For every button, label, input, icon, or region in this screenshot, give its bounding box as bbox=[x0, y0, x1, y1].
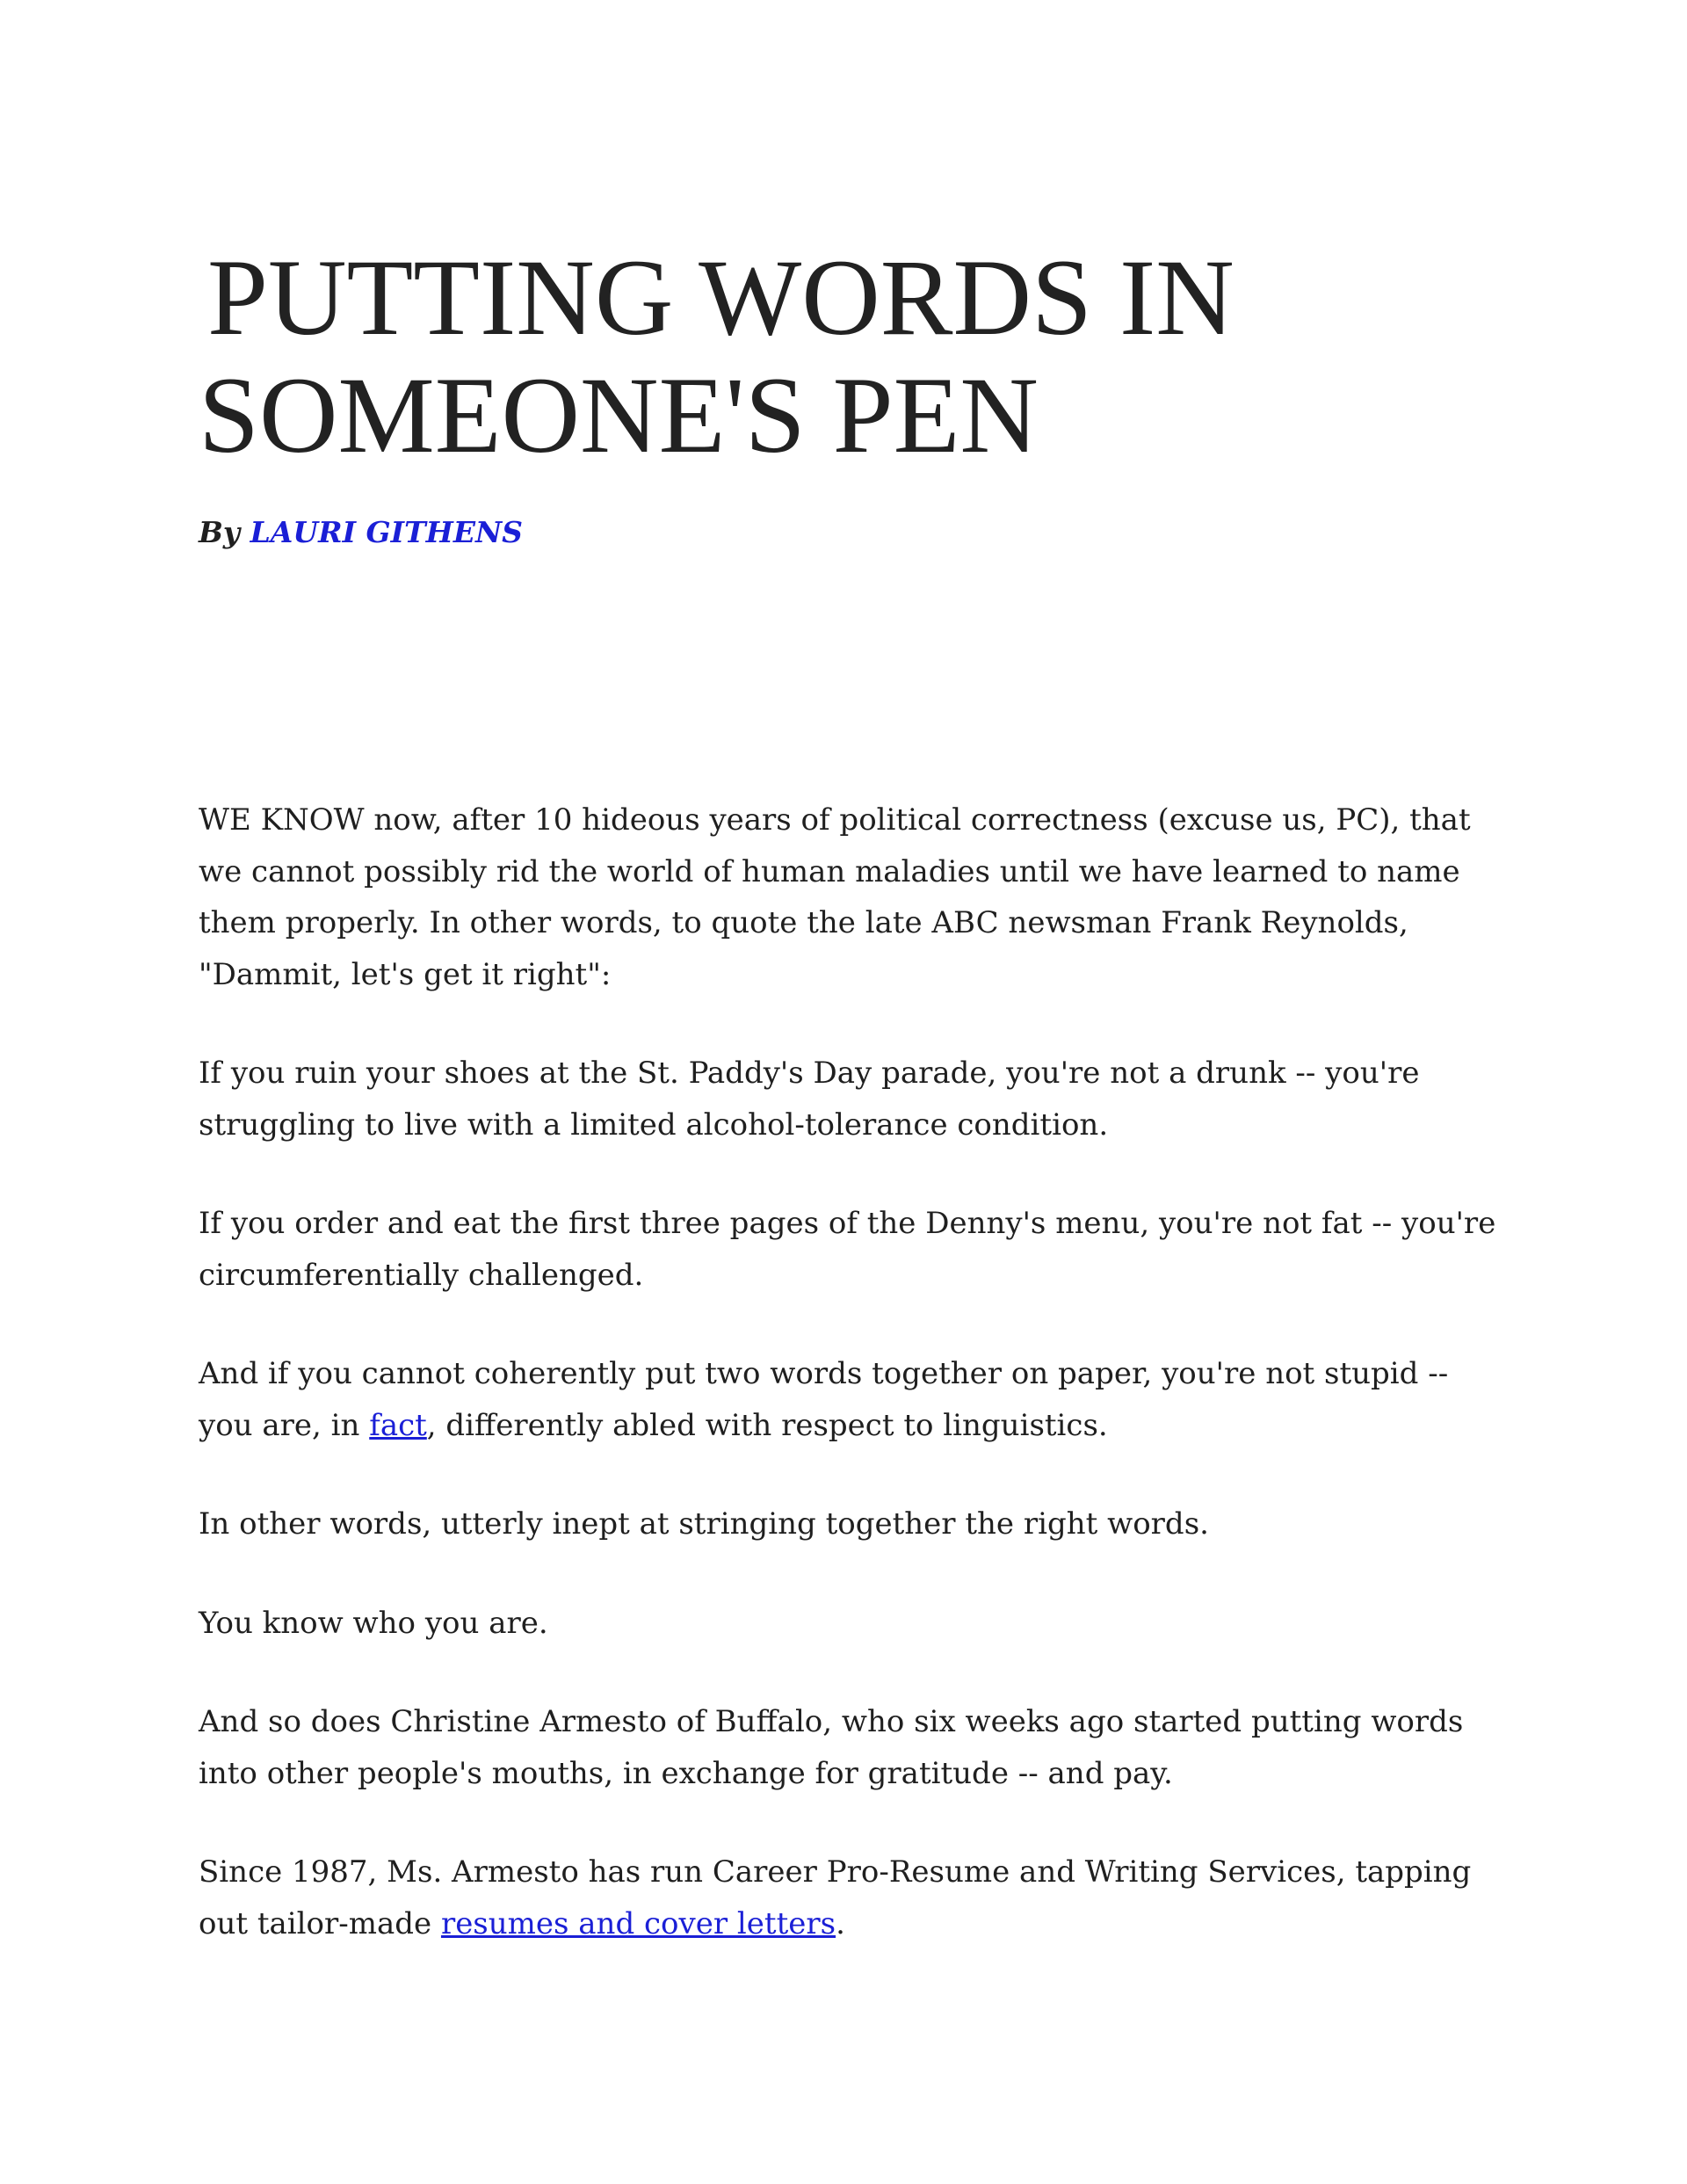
paragraph-4-text-after: , differently abled with respect to linguistics. bbox=[426, 1407, 1108, 1443]
paragraph-8-text-before: Since 1987, Ms. Armesto has run Career Pro-Resume and Writing Services, tapping out tailor-made bbox=[199, 1854, 1472, 1941]
paragraph-4-text-before: And if you cannot coherently put two words together on paper, you're not stupid -- you are, in bbox=[199, 1356, 1449, 1443]
paragraph-3: If you order and eat the first three pages of the Denny's menu, you're not fat -- you're circumferentially challenged. bbox=[199, 1206, 1496, 1293]
article-body bbox=[199, 795, 1508, 1997]
resumes-link[interactable]: resumes and cover letters bbox=[440, 1905, 836, 1941]
paragraph-7: And so does Christine Armesto of Buffalo, who six weeks ago started putting words into other people's mouths, in exchange for gratitude -- and pay. bbox=[199, 1704, 1464, 1791]
headline-line-1: PUTTING WORDS IN bbox=[207, 237, 1234, 358]
paragraph-4 bbox=[199, 1348, 1508, 1451]
paragraph-8-text-after: . bbox=[836, 1905, 845, 1941]
paragraph-1: WE KNOW now, after 10 hideous years of political correctness (excuse us, PC), that we cannot possibly rid the world of human maladies until we have learned to name them properly. In other words, to quote the late ABC newsman Frank Reynolds, "Dammit, let's get it right": bbox=[199, 802, 1471, 992]
fact-link[interactable]: fact bbox=[369, 1407, 427, 1443]
byline-prefix: By bbox=[199, 515, 250, 549]
paragraph-5: In other words, utterly inept at stringing together the right words. bbox=[199, 1506, 1209, 1542]
headline-line-2: SOMEONE'S PEN bbox=[199, 355, 1039, 475]
author-link[interactable]: LAURI GITHENS bbox=[250, 515, 524, 549]
paragraph-8 bbox=[199, 1847, 1508, 1949]
paragraph-6: You know who you are. bbox=[199, 1605, 548, 1641]
article-headline bbox=[199, 239, 1517, 475]
byline bbox=[199, 513, 523, 552]
paragraph-2: If you ruin your shoes at the St. Paddy's Day parade, you're not a drunk -- you're struggling to live with a limited alcohol-tolerance condition. bbox=[199, 1056, 1420, 1143]
